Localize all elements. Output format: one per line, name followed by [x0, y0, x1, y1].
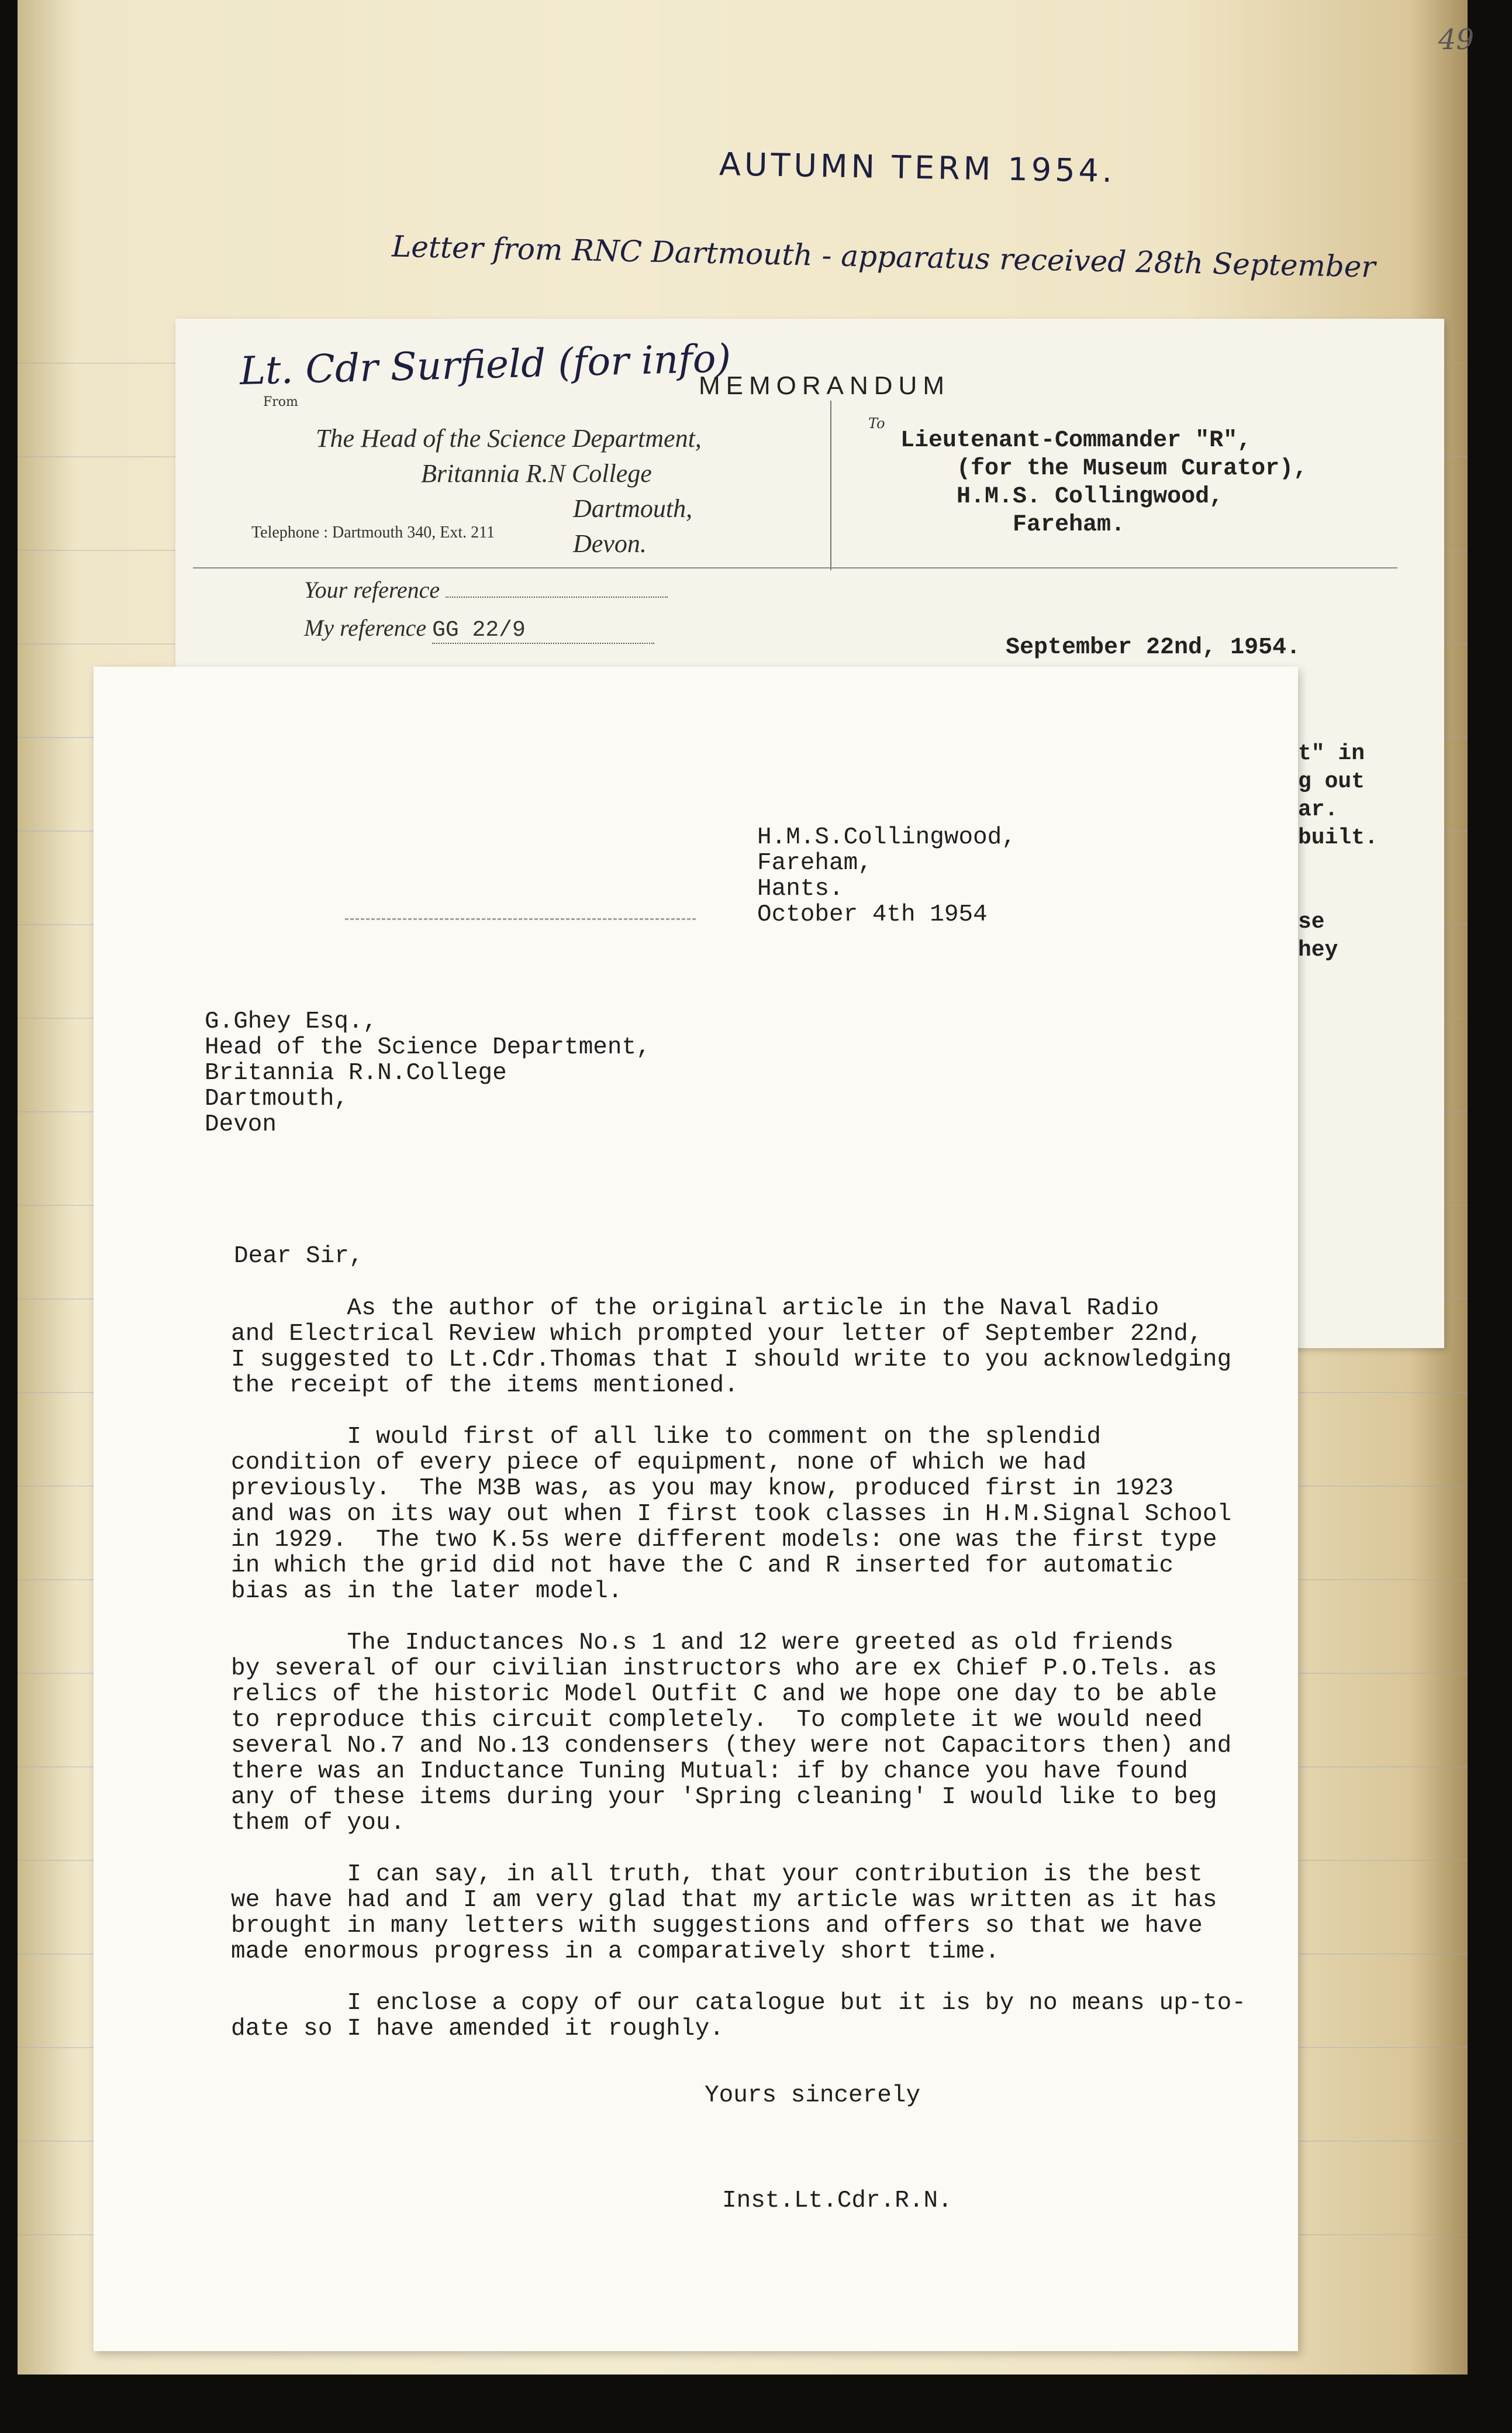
body-paragraph: The Inductances No.s 1 and 12 were greeted as old friends by several of our civilian instructors who are ex Chief P.O.Tels. as relics of the historic Model Outfit C and we hope one day to be able to reproduce this circuit completely. To complete it we would need several No.7 and No.13 condensers (they were not Capacitors then) and there was an Inductance Tuning Mutual: if by chance you have found any of these items during your 'Spring cleaning' I would like to beg them of you. [231, 1629, 1232, 1836]
salutation: Dear Sir, [234, 1243, 364, 1270]
memo-fragment-line: built. [1298, 825, 1378, 850]
letter-body [231, 1295, 1318, 2067]
memo-divider [830, 401, 831, 570]
sender-address-line: Fareham, [757, 850, 872, 877]
recipient-address [205, 1009, 651, 1138]
memo-handwritten-note: Lt. Cdr Surfield (for info) [239, 336, 732, 394]
handwritten-note: Letter from RNC Dartmouth - apparatus received 28th September [391, 229, 1376, 284]
your-reference-value [446, 597, 668, 598]
body-paragraph: As the author of the original article in the Naval Radio and Electrical Review which prompted your letter of September 22nd, I suggested to Lt.Cdr.Thomas that I should write to you acknowledging the receipt of the items mentioned. [231, 1295, 1232, 1399]
memo-fragment-line [1298, 852, 1378, 880]
recipient-address-line: Devon [205, 1111, 277, 1138]
memo-fragment-line: hey [1298, 938, 1338, 963]
sender-address-line: H.M.S.Collingwood, [757, 824, 1016, 851]
body-paragraph: I enclose a copy of our catalogue but it is by no means up-to- date so I have amended it roughly. [231, 1990, 1247, 2042]
memo-to-line: H.M.S. Collingwood, [900, 484, 1224, 510]
recipient-address-line: Head of the Science Department, [205, 1034, 651, 1061]
memo-fragment-line: se [1298, 909, 1325, 935]
your-reference-field [304, 576, 668, 604]
memo-text-fragment [1298, 740, 1378, 964]
my-reference-value: GG 22/9 [432, 618, 654, 644]
memo-to-line: Lieutenant-Commander "R", [900, 428, 1252, 454]
faint-dash-marks [345, 918, 696, 921]
memo-fragment-line: g out [1298, 769, 1365, 794]
typed-letter [94, 667, 1298, 2351]
memo-telephone: Telephone : Dartmouth 340, Ext. 211 [251, 523, 495, 542]
your-reference-label: Your reference [304, 577, 440, 603]
sender-address [757, 825, 1016, 928]
memo-to-label: To [868, 415, 885, 432]
ledger-page [18, 0, 1475, 2375]
signature-title: Inst.Lt.Cdr.R.N. [722, 2187, 952, 2214]
memo-from-label: From [263, 395, 298, 409]
memo-from-line: Britannia R.N College [421, 459, 652, 488]
my-reference-field [304, 614, 654, 644]
memo-title: MEMORANDUM [699, 371, 950, 400]
memo-from-line: The Head of the Science Department, [316, 424, 702, 453]
body-paragraph: I would first of all like to comment on the splendid condition of every piece of equipment, none of which we had previously. The M3B was, as you may know, produced first in 1923 and was on its way out when I first took classes in H.M.Signal School in 1929. The two K.5s were different models: one was the first type in which the grid did not have the C and R inserted for automatic bias as in the later model. [231, 1424, 1232, 1605]
memo-to-address [900, 427, 1307, 539]
memo-fragment-line: ar. [1298, 797, 1338, 822]
my-reference-label: My reference [304, 615, 427, 641]
recipient-address-line: G.Ghey Esq., [205, 1008, 378, 1035]
memo-from-line: Dartmouth, Devon. [573, 494, 693, 558]
memo-fragment-line [1298, 880, 1378, 908]
memo-fragment-line: t" in [1298, 741, 1365, 766]
page-number: 49 [1438, 23, 1475, 56]
sender-address-line: Hants. [757, 876, 844, 902]
memo-to-line: (for the Museum Curator), [900, 456, 1308, 482]
recipient-address-line: Dartmouth, [205, 1085, 349, 1112]
memo-to-line: Fareham. [900, 512, 1126, 538]
body-paragraph: I can say, in all truth, that your contribution is the best we have had and I am very glad that my article was written as it has brought in many letters with suggestions and offers so that we have made enormous progress in a comparatively short time. [231, 1861, 1217, 1965]
memo-divider-horizontal [193, 567, 1397, 568]
handwritten-heading: AUTUMN TERM 1954. [719, 146, 1116, 189]
closing: Yours sincerely [705, 2082, 921, 2109]
recipient-address-line: Britannia R.N.College [205, 1060, 507, 1087]
memo-date: September 22nd, 1954. [1006, 635, 1301, 661]
letter-date: October 4th 1954 [757, 901, 988, 928]
